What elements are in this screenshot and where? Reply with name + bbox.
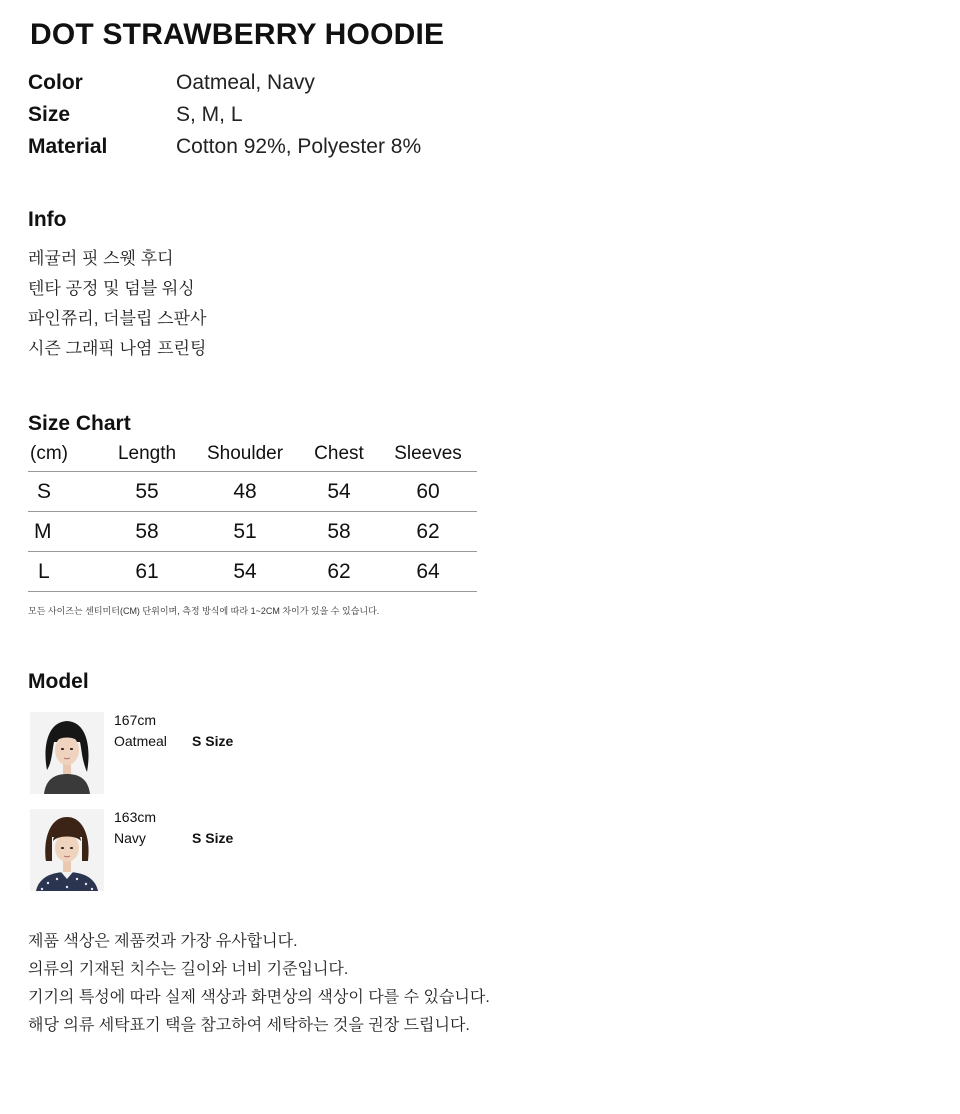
row-value-cell: 58 <box>327 520 351 543</box>
model-size: S Size <box>192 830 234 846</box>
row-value-cell: 62 <box>416 520 440 543</box>
row-value-cell: 54 <box>233 560 257 583</box>
info-line: 파인쮸리, 더블립 스판사 <box>28 309 207 328</box>
row-value-cell: 55 <box>135 480 159 503</box>
model-color: Oatmeal <box>114 733 167 749</box>
row-value-cell: 54 <box>327 480 351 503</box>
spec-value: Cotton 92%, Polyester 8% <box>176 135 422 158</box>
size-chart-row <box>28 552 477 592</box>
size-chart-note: 모든 사이즈는 센티미터(CM) 단위이며, 측정 방식에 따라 1~2CM 차이가 있을 수 있습니다. <box>28 606 380 616</box>
size-chart-row <box>28 472 477 512</box>
row-value-cell: 61 <box>135 560 159 583</box>
info-line: 레귤러 핏 스웻 후디 <box>28 249 174 268</box>
model-size: S Size <box>192 733 234 749</box>
footer-notice: 기기의 특성에 따라 실제 색상과 화면상의 색상이 다를 수 있습니다. <box>28 989 490 1006</box>
size-chart-title: Size Chart <box>28 412 131 435</box>
header-cell: Chest <box>314 443 364 464</box>
header-cell: (cm) <box>30 443 68 464</box>
model-portrait-icon <box>30 712 104 794</box>
info-title: Info <box>28 208 67 231</box>
model-height: 167cm <box>114 712 157 728</box>
header-cell: Shoulder <box>206 443 284 464</box>
row-size-cell: L <box>38 560 50 583</box>
model-title: Model <box>28 670 89 693</box>
info-line: 텐타 공정 및 덤블 워싱 <box>28 279 195 298</box>
model-photo <box>30 712 104 794</box>
footer-notice: 의류의 기재된 치수는 길이와 너비 기준입니다. <box>28 961 349 978</box>
spec-value: S, M, L <box>176 103 243 126</box>
model-card <box>30 809 330 891</box>
header-cell: Sleeves <box>394 443 462 464</box>
model-card <box>30 712 330 794</box>
size-chart-table <box>28 440 477 592</box>
row-size-cell: M <box>34 520 52 543</box>
spec-label: Color <box>28 71 83 94</box>
model-color: Navy <box>114 830 146 846</box>
footer-notice: 제품 색상은 제품컷과 가장 유사합니다. <box>28 933 298 950</box>
row-value-cell: 60 <box>416 480 440 503</box>
size-chart-row <box>28 512 477 552</box>
model-photo <box>30 809 104 891</box>
product-title: DOT STRAWBERRY HOODIE <box>30 18 445 51</box>
row-value-cell: 62 <box>327 560 351 583</box>
spec-label: Material <box>28 135 108 158</box>
info-line: 시즌 그래픽 나염 프린팅 <box>28 339 207 358</box>
row-size-cell: S <box>37 480 52 503</box>
footer-notice: 해당 의류 세탁표기 택을 참고하여 세탁하는 것을 권장 드립니다. <box>28 1017 470 1034</box>
spec-label: Size <box>28 103 71 126</box>
model-portrait-icon <box>30 809 104 891</box>
size-chart-header <box>28 440 477 472</box>
row-value-cell: 58 <box>135 520 159 543</box>
header-cell: Length <box>117 443 177 464</box>
row-value-cell: 48 <box>233 480 257 503</box>
spec-value: Oatmeal, Navy <box>176 71 315 94</box>
model-height: 163cm <box>114 809 157 825</box>
row-value-cell: 64 <box>416 560 440 583</box>
row-value-cell: 51 <box>233 520 257 543</box>
